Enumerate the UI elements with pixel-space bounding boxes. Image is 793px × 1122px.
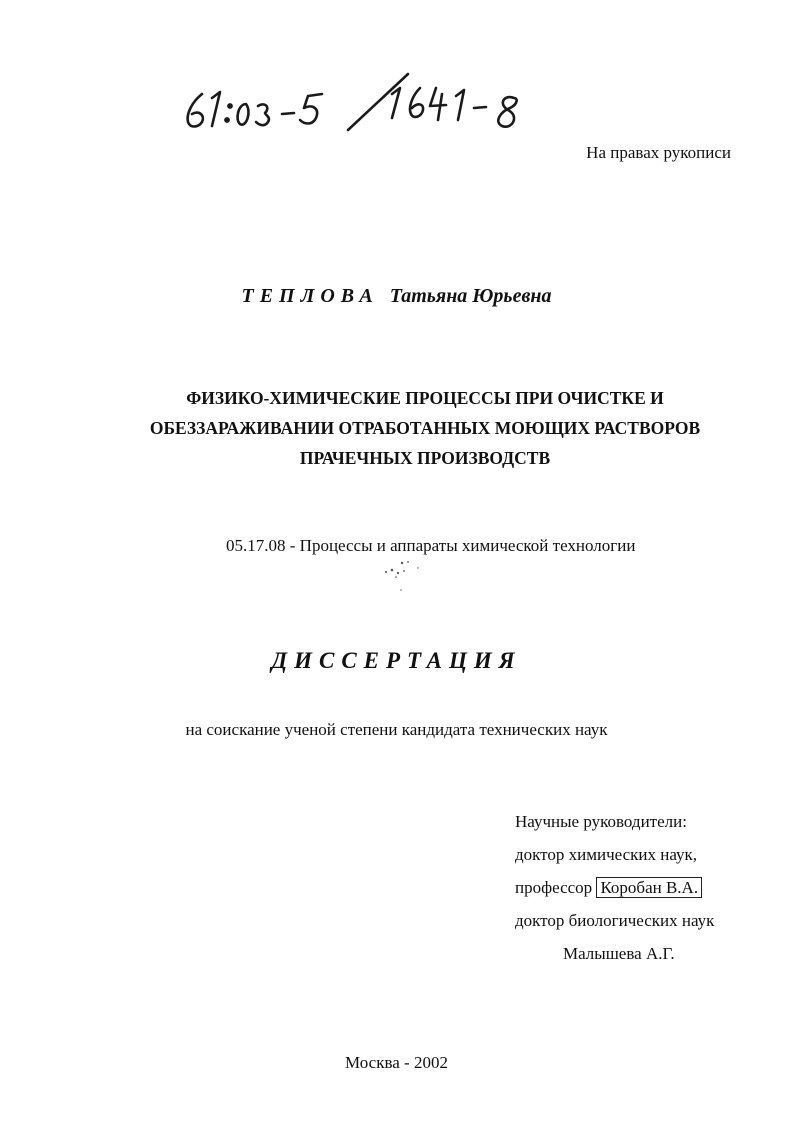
supervisors-heading: Научные руководители: bbox=[515, 812, 687, 831]
scan-speck bbox=[378, 558, 438, 598]
supervisor-2-degree: доктор биологических наук bbox=[515, 911, 715, 930]
dissertation-title bbox=[120, 383, 730, 473]
author-name bbox=[0, 285, 793, 308]
supervisors-block bbox=[515, 805, 714, 970]
title-line: ОБЕЗЗАРАЖИВАНИИ ОТРАБОТАННЫХ МОЮЩИХ РАСТВОРОВ bbox=[149, 418, 701, 438]
handwritten-archive-number bbox=[180, 68, 540, 148]
handwritten-ink bbox=[180, 68, 540, 148]
document-type: ДИССЕРТАЦИЯ bbox=[271, 648, 522, 673]
author-surname: ТЕПЛОВА bbox=[241, 285, 379, 307]
specialty-code: 05.17.08 - Процессы и аппараты химической технологии bbox=[226, 536, 636, 555]
supervisor-2-name: Малышева А.Г. bbox=[563, 944, 675, 963]
rights-notice: На правах рукописи bbox=[586, 143, 731, 162]
degree-statement: на соискание ученой степени кандидата технических наук bbox=[185, 720, 608, 739]
supervisor-1-rank: профессор bbox=[515, 878, 593, 897]
supervisor-1-name: Коробан В.А. bbox=[596, 877, 702, 898]
title-line: ФИЗИКО-ХИМИЧЕСКИЕ ПРОЦЕССЫ ПРИ ОЧИСТКЕ И bbox=[186, 388, 664, 408]
supervisor-1-line bbox=[515, 871, 714, 904]
supervisor-1-degree: доктор химических наук, bbox=[515, 845, 698, 864]
author-given-names: Татьяна Юрьевна bbox=[389, 285, 552, 307]
title-line: ПРАЧЕЧНЫХ ПРОИЗВОДСТВ bbox=[299, 448, 551, 468]
city-year: Москва - 2002 bbox=[345, 1053, 448, 1072]
